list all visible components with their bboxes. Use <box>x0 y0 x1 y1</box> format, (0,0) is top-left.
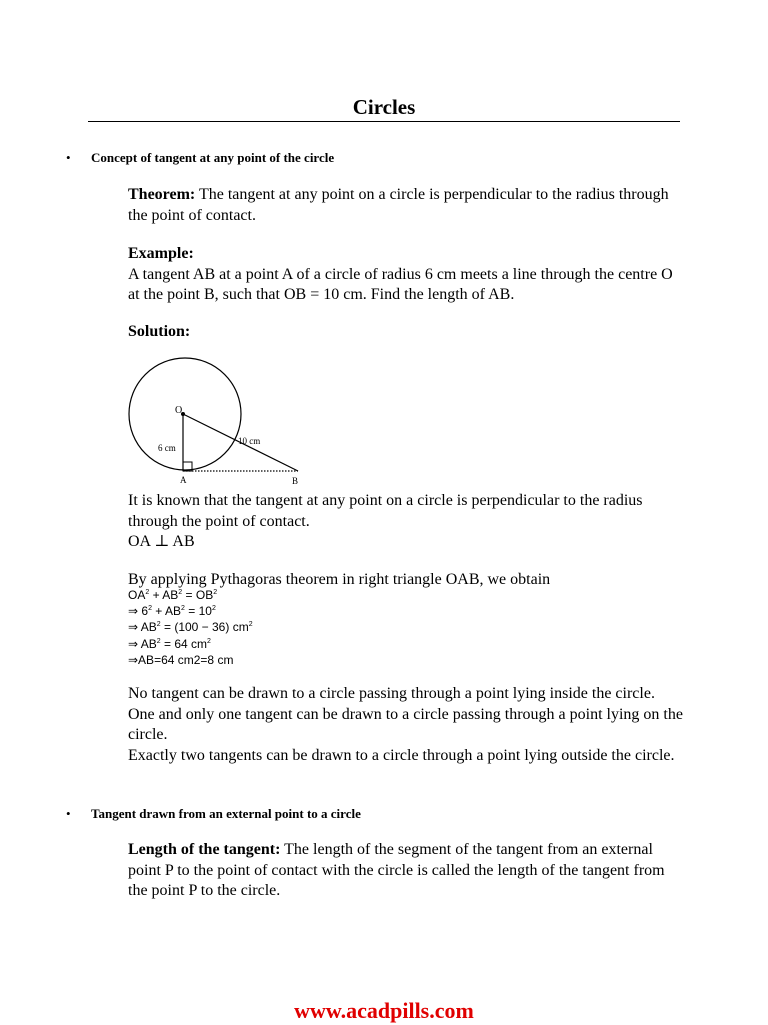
perpendicular-statement: OA ⊥ AB <box>128 533 195 550</box>
tangent-diagram <box>120 356 320 488</box>
section-heading-text: Tangent drawn from an external point to a circle <box>91 806 361 821</box>
label-radius: 6 cm <box>158 443 176 453</box>
example-paragraph <box>128 244 688 306</box>
fact-item: Exactly two tangents can be drawn to a circle through a point lying outside the circle. <box>128 746 675 764</box>
section-heading-text: Concept of tangent at any point of the circle <box>91 150 335 165</box>
equation-line: ⇒AB=64 cm2=8 cm <box>128 652 234 667</box>
tangent-length-paragraph <box>128 840 688 902</box>
tangent-length-label: Length of the tangent: <box>128 841 281 858</box>
equation-line: ⇒ $AB^2 = 64$ $cm^2$ <box>128 636 211 651</box>
title-divider <box>88 121 680 122</box>
example-label: Example: <box>128 245 194 262</box>
equation-block <box>128 587 528 668</box>
page-title: Circles <box>352 95 416 119</box>
tangent-facts <box>128 684 688 766</box>
fact-item: No tangent can be drawn to a circle passing through a point lying inside the circle. <box>128 685 655 702</box>
label-hypotenuse: 10 cm <box>238 436 261 446</box>
label-point-o: O <box>175 405 183 416</box>
fact-item: One and only one tangent can be drawn to a circle passing through a point lying on the circle. <box>128 705 683 743</box>
theorem-label: Theorem: <box>128 186 196 203</box>
equation-line: ⇒ $6^2 + AB^2 = 10^2$ <box>128 604 216 619</box>
equation-line: ⇒ $AB^2 = (100 - 36)$ $cm^2$ <box>128 620 253 635</box>
known-text: It is known that the tangent at any point on a circle is perpendicular to the radius through the point of contact. <box>128 492 643 530</box>
label-point-b: B <box>292 476 299 486</box>
example-text: A tangent AB at a point A of a circle of radius 6 cm meets a line through the centre O at the point B, such that OB = 10 cm. Find the length of AB. <box>128 265 673 303</box>
bullet-icon: • <box>66 806 71 821</box>
theorem-paragraph <box>128 185 688 226</box>
known-paragraph <box>128 491 688 553</box>
footer-website-link[interactable]: www.acadpills.com <box>294 998 474 1023</box>
section-heading-tangent-concept <box>66 150 334 166</box>
section-heading-external-point <box>66 806 361 822</box>
theorem-text: The tangent at any point on a circle is perpendicular to the radius through the point of contact. <box>128 186 669 224</box>
tangent-length-text: The length of the segment of the tangent from an external point P to the point of contact with the circle is called the length of the tangent from the point P to the circle. <box>128 841 665 899</box>
label-point-a: A <box>180 475 187 485</box>
solution-label: Solution: <box>128 323 191 340</box>
solution-heading <box>128 322 688 343</box>
bullet-icon: • <box>66 150 71 165</box>
pythagoras-text: By applying Pythagoras theorem in right triangle OAB, we obtain <box>128 571 551 588</box>
equation-line: $OA^2 + AB^2 = OB^2$ <box>128 588 218 602</box>
